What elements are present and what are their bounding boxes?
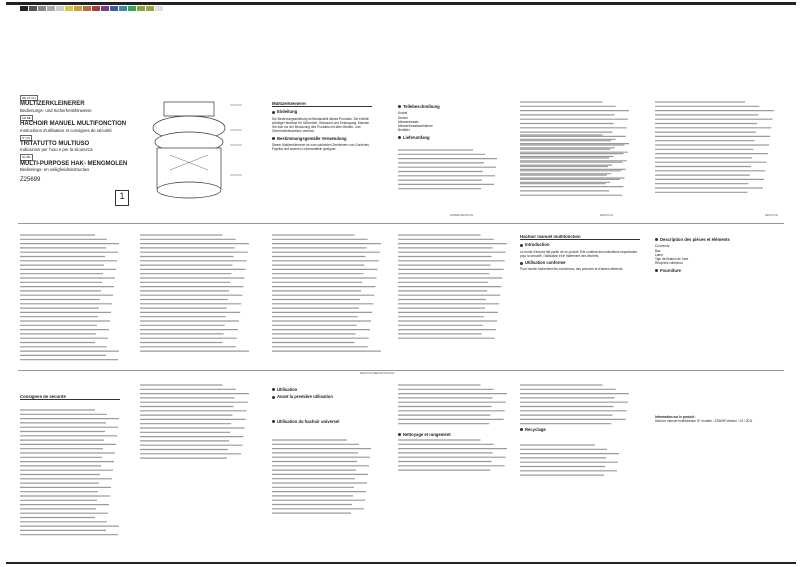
- cover-title: MULTI-PURPOSE HAK- MENGMOLEN: [20, 160, 128, 167]
- list-item: Couvercle: [655, 244, 670, 249]
- country-flags: FR BE: [22, 115, 31, 120]
- cover-title: TRITATUTTO MULTIUSO: [20, 140, 90, 147]
- country-flags: DE AT CH: [22, 96, 36, 100]
- recycling-column: Recyclage: [520, 425, 620, 434]
- cover-title: MULTIZERKLEINERER: [20, 101, 85, 108]
- list-item: Tige de fixation de l'axe: [655, 257, 689, 262]
- top-footer-mid: DE/AT/CH: [600, 213, 613, 217]
- top-footer-right: DE/AT/CH: [765, 213, 778, 217]
- country-flags: NL BE: [22, 155, 31, 160]
- cover-subtitle: Bedienungs- und Sicherheitshinweise: [20, 107, 92, 113]
- de-parts-column: Teilebeschreibung Kurbel Deckel Messereinsatz Messereinsatzaufnahme Behälter Lieferumfang: [398, 102, 498, 142]
- product-code: Z25699: [20, 177, 41, 183]
- list-item: Kurbel: [398, 111, 408, 116]
- fr-column: Hachoir manuel multifonction Introduction Le mode d'emploi fait partie de ce produit. Elle contient des indications importantes pour la sécurité, l'utilisation et le traitement des déchets. Utilisation conforme Pour hacher facilement les cornichons, des poivrons et d'autres aliments.: [520, 235, 640, 274]
- list-item: Behälter: [398, 128, 410, 133]
- list-item: Bac: [655, 248, 661, 253]
- safety-column: Consignes de sécurité: [20, 395, 120, 402]
- cover-subtitle: Indicazioni per l'uso e per la sicurezza: [20, 147, 93, 153]
- list-item: Deckel: [398, 115, 408, 120]
- usage-column: Utilisation Avant la première utilisation Utilisation du hachoir universel: [272, 385, 372, 426]
- fr-desc-column: Description des pièces et éléments Couvercle Bac Lame Tige de fixation de l'axe Récipient collecteur Fourniture: [655, 235, 775, 275]
- list-item: Messereinsatz: [398, 119, 419, 124]
- list-item: Récipient collecteur: [655, 261, 683, 266]
- cleaning-column: Nettoyage et rangement: [398, 430, 498, 439]
- top-footer-left: Z25699 DE/AT/CH: [450, 213, 474, 217]
- de-intro-column: Multizerkleinerer Einleitung Die Bedienungsanleitung ist Bestandteil dieses Produkts. Sie enthält wichtige Hinweise für Sicherheit, Gebrauch und Entsorgung. Machen Sie sich vor der Benutzung des Produkts mit allen Bedien- und Sicherheitshinweisen vertraut. Bestimmungsgemäße Verwendung Dieser Multizerkleinerer ist zum schlichten Zerkleinern von Gurkchen, Paprika und anderen Lebensmitteln geeignet.: [272, 102, 372, 154]
- list-item: Messereinsatzaufnahme: [398, 124, 433, 129]
- fr-info: Information sur le produit : Hachoir manuel multifonction N° modèle : Z25699 Version : 03 / 2011: [655, 415, 753, 424]
- cover-subtitle: Instructions d'utilisation et consignes de sécurité: [20, 127, 112, 133]
- lower-divider: [18, 370, 784, 371]
- mid-footer: DE/AT/CH BE/FR/IT/NL/CH: [360, 371, 395, 375]
- middle-divider: [18, 223, 784, 224]
- cover-title: HACHOIR MANUEL MULTIFONCTION: [20, 121, 127, 128]
- list-item: Lame: [655, 252, 663, 257]
- cover-subtitle: Bedienings- en veiligheidsinstructies: [20, 167, 90, 173]
- page-number-box: 1: [115, 190, 129, 206]
- country-flags: IT CH: [22, 135, 30, 140]
- bottom-color-bar: [6, 562, 796, 564]
